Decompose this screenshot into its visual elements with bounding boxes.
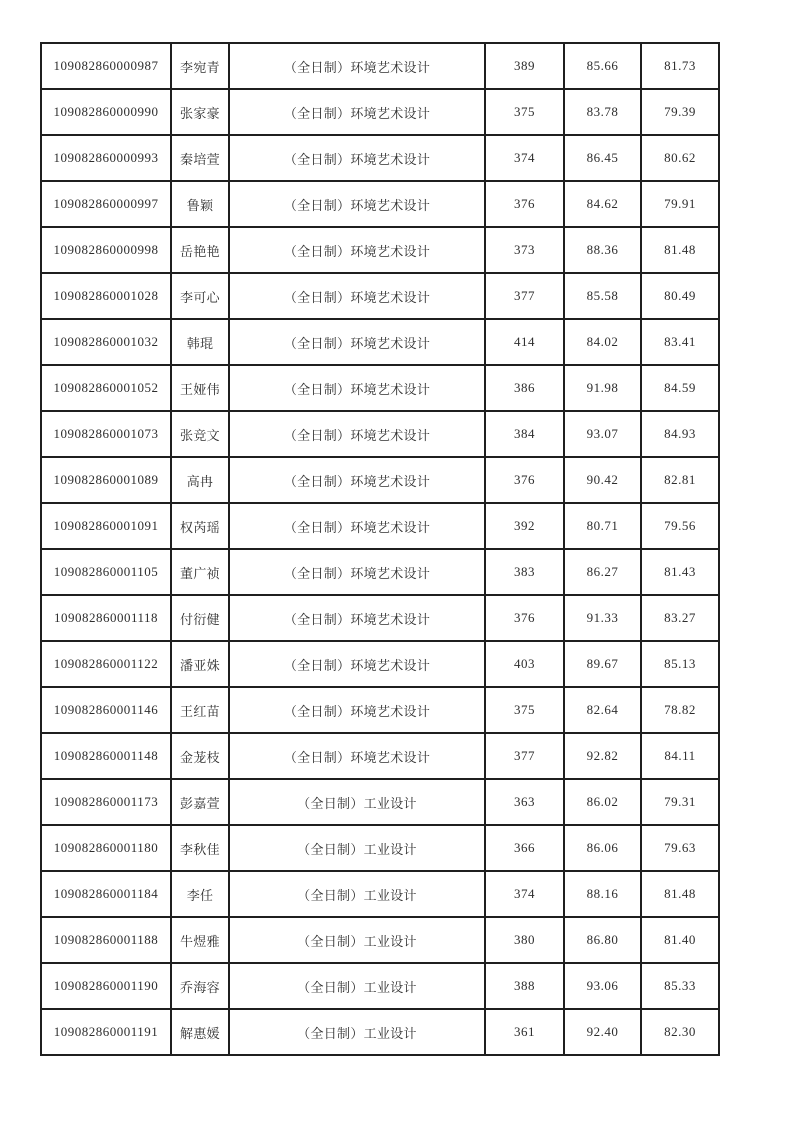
cell-exam-number: 109082860001089 — [41, 457, 171, 503]
cell-candidate-name: 彭嘉萱 — [171, 779, 229, 825]
cell-score-2: 86.80 — [564, 917, 641, 963]
cell-score-2: 91.33 — [564, 595, 641, 641]
cell-candidate-name: 解惠媛 — [171, 1009, 229, 1055]
table-row — [41, 365, 719, 411]
cell-candidate-name: 付衍健 — [171, 595, 229, 641]
table-row — [41, 641, 719, 687]
cell-score-3: 82.30 — [641, 1009, 719, 1055]
table-row — [41, 825, 719, 871]
table-row — [41, 503, 719, 549]
cell-exam-number: 109082860001032 — [41, 319, 171, 365]
cell-candidate-name: 李秋佳 — [171, 825, 229, 871]
table-row — [41, 595, 719, 641]
cell-score-3: 84.11 — [641, 733, 719, 779]
cell-major: （全日制）环境艺术设计 — [229, 641, 485, 687]
table-row — [41, 871, 719, 917]
cell-score-2: 86.02 — [564, 779, 641, 825]
cell-score-2: 83.78 — [564, 89, 641, 135]
cell-candidate-name: 张家豪 — [171, 89, 229, 135]
cell-major: （全日制）环境艺术设计 — [229, 181, 485, 227]
cell-major: （全日制）环境艺术设计 — [229, 319, 485, 365]
cell-exam-number: 109082860001091 — [41, 503, 171, 549]
cell-score-3: 82.81 — [641, 457, 719, 503]
cell-major: （全日制）工业设计 — [229, 917, 485, 963]
cell-exam-number: 109082860001190 — [41, 963, 171, 1009]
cell-score-3: 79.39 — [641, 89, 719, 135]
cell-exam-number: 109082860001028 — [41, 273, 171, 319]
cell-score-3: 84.93 — [641, 411, 719, 457]
cell-exam-number: 109082860001118 — [41, 595, 171, 641]
cell-score-2: 86.27 — [564, 549, 641, 595]
cell-exam-number: 109082860000987 — [41, 43, 171, 89]
cell-major: （全日制）环境艺术设计 — [229, 227, 485, 273]
table-row — [41, 549, 719, 595]
cell-major: （全日制）环境艺术设计 — [229, 365, 485, 411]
cell-score-3: 83.41 — [641, 319, 719, 365]
cell-score-2: 86.06 — [564, 825, 641, 871]
cell-score-1: 377 — [485, 733, 564, 779]
cell-score-3: 79.63 — [641, 825, 719, 871]
cell-exam-number: 109082860001052 — [41, 365, 171, 411]
cell-score-2: 88.16 — [564, 871, 641, 917]
cell-exam-number: 109082860001184 — [41, 871, 171, 917]
cell-major: （全日制）环境艺术设计 — [229, 457, 485, 503]
cell-score-1: 414 — [485, 319, 564, 365]
cell-score-2: 93.07 — [564, 411, 641, 457]
cell-candidate-name: 张竞文 — [171, 411, 229, 457]
cell-score-3: 85.33 — [641, 963, 719, 1009]
cell-exam-number: 109082860001173 — [41, 779, 171, 825]
cell-score-2: 93.06 — [564, 963, 641, 1009]
cell-score-3: 79.91 — [641, 181, 719, 227]
cell-major: （全日制）环境艺术设计 — [229, 411, 485, 457]
cell-score-3: 80.62 — [641, 135, 719, 181]
cell-exam-number: 109082860001191 — [41, 1009, 171, 1055]
cell-score-1: 380 — [485, 917, 564, 963]
cell-exam-number: 109082860000990 — [41, 89, 171, 135]
cell-major: （全日制）工业设计 — [229, 1009, 485, 1055]
cell-candidate-name: 金茏枝 — [171, 733, 229, 779]
cell-candidate-name: 权芮瑶 — [171, 503, 229, 549]
cell-score-2: 90.42 — [564, 457, 641, 503]
cell-score-2: 92.82 — [564, 733, 641, 779]
cell-score-3: 81.48 — [641, 871, 719, 917]
cell-score-2: 89.67 — [564, 641, 641, 687]
cell-candidate-name: 鲁颖 — [171, 181, 229, 227]
cell-major: （全日制）环境艺术设计 — [229, 135, 485, 181]
cell-exam-number: 109082860001180 — [41, 825, 171, 871]
cell-score-3: 85.13 — [641, 641, 719, 687]
cell-score-1: 374 — [485, 135, 564, 181]
cell-major: （全日制）环境艺术设计 — [229, 89, 485, 135]
cell-score-3: 79.56 — [641, 503, 719, 549]
cell-score-1: 366 — [485, 825, 564, 871]
cell-score-2: 84.62 — [564, 181, 641, 227]
table-row — [41, 411, 719, 457]
cell-candidate-name: 李可心 — [171, 273, 229, 319]
cell-score-1: 376 — [485, 457, 564, 503]
table-row — [41, 963, 719, 1009]
cell-major: （全日制）环境艺术设计 — [229, 273, 485, 319]
cell-candidate-name: 董广祯 — [171, 549, 229, 595]
cell-candidate-name: 岳艳艳 — [171, 227, 229, 273]
cell-candidate-name: 李宛青 — [171, 43, 229, 89]
cell-score-3: 81.40 — [641, 917, 719, 963]
admission-score-table — [40, 42, 720, 1056]
cell-major: （全日制）环境艺术设计 — [229, 595, 485, 641]
cell-score-1: 384 — [485, 411, 564, 457]
cell-exam-number: 109082860000993 — [41, 135, 171, 181]
cell-score-1: 376 — [485, 595, 564, 641]
table-row — [41, 135, 719, 181]
cell-score-1: 375 — [485, 687, 564, 733]
cell-score-3: 81.43 — [641, 549, 719, 595]
cell-major: （全日制）环境艺术设计 — [229, 503, 485, 549]
cell-score-2: 88.36 — [564, 227, 641, 273]
cell-score-1: 374 — [485, 871, 564, 917]
cell-candidate-name: 韩琨 — [171, 319, 229, 365]
cell-score-3: 80.49 — [641, 273, 719, 319]
cell-score-3: 79.31 — [641, 779, 719, 825]
cell-score-1: 392 — [485, 503, 564, 549]
cell-exam-number: 109082860001105 — [41, 549, 171, 595]
cell-score-1: 386 — [485, 365, 564, 411]
cell-exam-number: 109082860001146 — [41, 687, 171, 733]
table-row — [41, 1009, 719, 1055]
table-row — [41, 227, 719, 273]
cell-exam-number: 109082860001122 — [41, 641, 171, 687]
cell-score-1: 373 — [485, 227, 564, 273]
cell-candidate-name: 秦培萱 — [171, 135, 229, 181]
table-row — [41, 273, 719, 319]
table-body — [41, 43, 719, 1055]
cell-score-3: 83.27 — [641, 595, 719, 641]
table-row — [41, 779, 719, 825]
cell-exam-number: 109082860001148 — [41, 733, 171, 779]
cell-score-1: 403 — [485, 641, 564, 687]
cell-score-2: 85.58 — [564, 273, 641, 319]
cell-major: （全日制）工业设计 — [229, 963, 485, 1009]
cell-exam-number: 109082860000998 — [41, 227, 171, 273]
cell-candidate-name: 乔海容 — [171, 963, 229, 1009]
cell-score-3: 81.48 — [641, 227, 719, 273]
table-row — [41, 181, 719, 227]
cell-candidate-name: 王红苗 — [171, 687, 229, 733]
cell-score-1: 375 — [485, 89, 564, 135]
cell-candidate-name: 王娅伟 — [171, 365, 229, 411]
cell-score-1: 388 — [485, 963, 564, 1009]
cell-major: （全日制）工业设计 — [229, 825, 485, 871]
cell-candidate-name: 李任 — [171, 871, 229, 917]
table-row — [41, 917, 719, 963]
cell-score-2: 85.66 — [564, 43, 641, 89]
table-row — [41, 89, 719, 135]
cell-major: （全日制）环境艺术设计 — [229, 43, 485, 89]
cell-major: （全日制）环境艺术设计 — [229, 687, 485, 733]
cell-score-2: 80.71 — [564, 503, 641, 549]
cell-score-3: 81.73 — [641, 43, 719, 89]
cell-candidate-name: 潘亚姝 — [171, 641, 229, 687]
cell-score-2: 91.98 — [564, 365, 641, 411]
cell-score-1: 361 — [485, 1009, 564, 1055]
cell-score-3: 84.59 — [641, 365, 719, 411]
cell-candidate-name: 牛煜雅 — [171, 917, 229, 963]
table-row — [41, 687, 719, 733]
cell-candidate-name: 高冉 — [171, 457, 229, 503]
cell-major: （全日制）环境艺术设计 — [229, 733, 485, 779]
cell-score-1: 363 — [485, 779, 564, 825]
cell-exam-number: 109082860001073 — [41, 411, 171, 457]
cell-score-3: 78.82 — [641, 687, 719, 733]
cell-score-1: 376 — [485, 181, 564, 227]
cell-score-2: 84.02 — [564, 319, 641, 365]
cell-major: （全日制）工业设计 — [229, 871, 485, 917]
cell-major: （全日制）工业设计 — [229, 779, 485, 825]
cell-score-2: 82.64 — [564, 687, 641, 733]
cell-score-1: 383 — [485, 549, 564, 595]
cell-score-2: 86.45 — [564, 135, 641, 181]
table-row — [41, 457, 719, 503]
table-row — [41, 319, 719, 365]
table-row — [41, 733, 719, 779]
cell-major: （全日制）环境艺术设计 — [229, 549, 485, 595]
cell-score-2: 92.40 — [564, 1009, 641, 1055]
cell-exam-number: 109082860000997 — [41, 181, 171, 227]
cell-score-1: 389 — [485, 43, 564, 89]
table-row — [41, 43, 719, 89]
cell-exam-number: 109082860001188 — [41, 917, 171, 963]
cell-score-1: 377 — [485, 273, 564, 319]
